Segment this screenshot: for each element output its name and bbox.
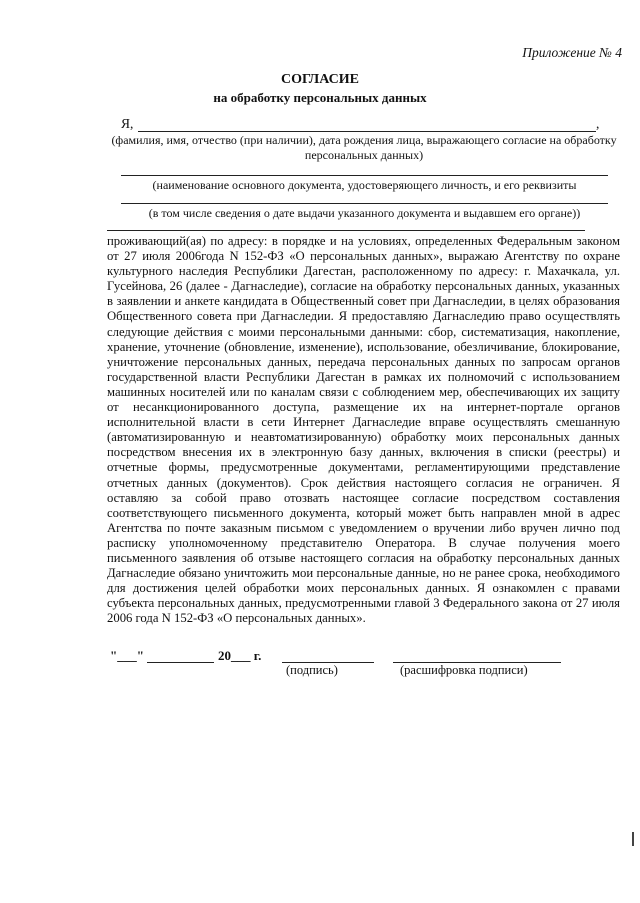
doc-line <box>121 175 608 176</box>
appendix-label: Приложение № 4 <box>522 45 622 60</box>
date-year: 20___ г. <box>218 648 262 663</box>
scan-edge-mark <box>632 832 634 846</box>
fio-caption: (фамилия, имя, отчество (при наличии), дата рождения лица, выражающего согласие на обработку персональных данных) <box>111 133 617 162</box>
document-title: СОГЛАСИЕ <box>281 72 359 87</box>
date-day: "___" <box>110 648 144 663</box>
address-line <box>107 230 585 231</box>
signature-label: (подпись) <box>286 663 338 677</box>
decode-label: (расшифровка подписи) <box>400 663 528 677</box>
consent-body: проживающий(ая) по адресу: в порядке и на условиях, определенных Федеральным законом от 27 июля 2006года N 152-ФЗ «О персональных данных», выражаю Агентству по охране культурного наследия Республики Дагестан, расположенному по адресу: г. Махачкала, ул. Гусейнова, 26 (далее - Дагнаследие), согласие на обработку персональных данных, указанных в заявлении и анкете кандидата в Общественный совет при Дагнаследии, в целях образования Общественного совета при Дагнаследии. Я предоставляю Дагнаследию право осуществлять следующие действия с моими персональными данными: сбор, систематизация, накопление, хранение, уточнение (обновление, изменение), использование, обезличивание, блокирование, уничтожение персональных данных, передача персональных данных по запросам органов государственной власти Республики Дагестан в рамках их полномочий с использованием машинных носителей или по каналам связи с соблюдением мер, обеспечивающих их защиту от несанкционированного доступа, размещение их на интернет-портале органов исполнительной власти в сети Интернет Дагнаследие вправе осуществлять смешанную (автоматизированную и неавтоматизированную) обработку моих персональных данных посредством внесения их в электронную базу данных, включения в списки (реестры) и отчетные формы, предусмотренные документами, регламентирующими представление отчетных данных (документов). Срок действия настоящего согласия не ограничен. Я оставляю за собой право отозвать настоящее согласие посредством составления соответствующего письменного документа, который может быть направлен мной в адрес Агентства по почте заказным письмом с уведомлением о вручении либо вручен лично под расписку уполномоченному представителю Оператора. В случае получения моего письменного заявления об отзыве настоящего согласия на обработку персональных данных Дагнаследие обязано уничтожить мои персональные данные, но не ранее срока, необходимого для достижения целей обработки моих персональных данных. Я ознакомлен с правами субъекта персональных данных, предусмотренными главой 3 Федерального закона от 27 июля 2006 года N 152-ФЗ «О персональных данных». <box>107 234 620 626</box>
document-subtitle: на обработку персональных данных <box>213 90 427 105</box>
date-month-line <box>147 662 214 663</box>
doc-caption: (наименование основного документа, удостоверяющего личность, и его реквизиты <box>152 178 577 192</box>
issue-caption: (в том числе сведения о дате выдачи указанного документа и выдавшем его органе)) <box>148 206 581 220</box>
issue-line <box>121 203 608 204</box>
ya-label: Я, <box>121 116 134 131</box>
fio-comma: , <box>596 116 600 131</box>
fio-line <box>138 131 596 132</box>
